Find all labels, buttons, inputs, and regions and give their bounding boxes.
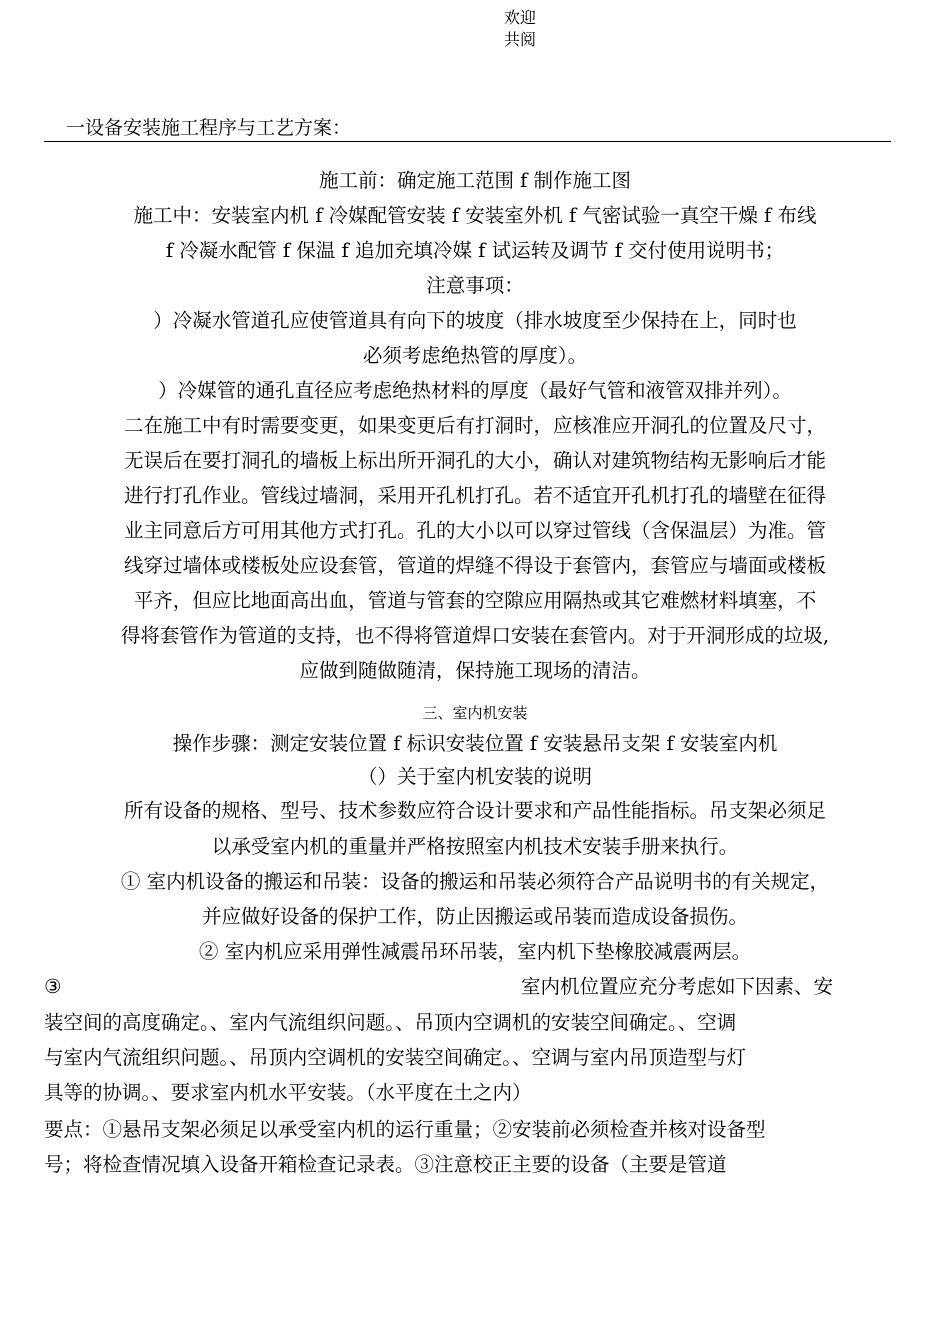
text-line: 室内机位置应充分考虑如下因素、安 bbox=[521, 975, 834, 998]
text-line: f 冷凝水配管 f 保温 f 追加充填冷媒 f 试运转及调节 f 交付使用说明书； bbox=[165, 239, 785, 262]
text-line: 平齐，但应比地面高出血，管道与管套的空隙应用隔热或其它难燃材料填塞，不 bbox=[133, 589, 817, 612]
text-line: 业主同意后方可用其他方式打孔。孔的大小以可以穿过管线（含保温层）为准。管 bbox=[123, 519, 826, 542]
text-line: 要点：①悬吊支架必须足以承受室内机的运行重量；②安装前必须检查并核对设备型 bbox=[44, 1118, 766, 1141]
text-line: ② 室内机应采用弹性减震吊环吊装，室内机下垫橡胶减震两层。 bbox=[198, 940, 752, 963]
text-line: 进行打孔作业。管线过墙洞，采用开孔机打孔。若不适宜开孔机打孔的墙壁在征得 bbox=[123, 484, 826, 507]
text-line: 装空间的高度确定。、室内气流组织问题。、吊顶内空调机的安装空间确定。、空调 bbox=[44, 1011, 737, 1034]
text-line: ）冷媒管的通孔直径应考虑绝热材料的厚度（最好气管和液管双排并列）。 bbox=[158, 379, 792, 402]
text-line: 线穿过墙体或楼板处应设套管，管道的焊缝不得设于套管内，套管应与墙面或楼板 bbox=[123, 554, 826, 577]
text-line: 并应做好设备的保护工作，防止因搬运或吊装而造成设备损伤。 bbox=[201, 905, 748, 928]
text-line: 必须考虑绝热管的厚度）。 bbox=[362, 344, 588, 367]
text-line: 所有设备的规格、型号、技术参数应符合设计要求和产品性能指标。吊支架必须足 bbox=[123, 799, 826, 822]
text-line: 无误后在要打洞孔的墙板上标出所开洞孔的大小，确认对建筑物结构无影响后才能 bbox=[123, 449, 826, 472]
text-line: 二在施工中有时需要变更，如果变更后有打洞时，应核准应开洞孔的位置及尺寸， bbox=[123, 414, 826, 437]
text-line: 施工中：安装室内机 f 冷媒配管安装 f 安装室外机 f 气密试验一真空干燥 f 布线 bbox=[133, 204, 817, 227]
text-line: 号；将检查情况填入设备开箱检查记录表。③注意校正主要的设备（主要是管道 bbox=[44, 1153, 727, 1176]
text-line: ）冷凝水管道孔应使管道具有向下的坡度（排水坡度至少保持在上，同时也 bbox=[153, 309, 797, 332]
text-line: 应做到随做随清，保持施工现场的清洁。 bbox=[299, 659, 651, 682]
section-heading: 一设备安装施工程序与工艺方案： bbox=[66, 117, 352, 139]
text-line: 得将套管作为管道的支持，也不得将管道焊口安装在套管内。对于开洞形成的垃圾, bbox=[120, 624, 830, 647]
text-line: 具等的协调。、要求室内机水平安装。（水平度在土之内） bbox=[44, 1081, 532, 1104]
heading-rule bbox=[44, 141, 891, 142]
text-line: ① 室内机设备的搬运和吊装：设备的搬运和吊装必须符合产品说明书的有关规定， bbox=[120, 870, 830, 893]
text-line: 与室内气流组织问题。、吊顶内空调机的安装空间确定。、空调与室内吊顶造型与灯 bbox=[44, 1046, 747, 1069]
text-line: 操作步骤：测定安装位置 f 标识安装位置 f 安装悬吊支架 f 安装室内机 bbox=[172, 732, 778, 755]
header-welcome: 欢迎 bbox=[503, 8, 536, 27]
list-marker: ③ bbox=[44, 975, 62, 998]
text-line: 注意事项： bbox=[426, 274, 524, 297]
subsection-title: 三、室内机安装 bbox=[422, 704, 528, 722]
header-shared-reading: 共阅 bbox=[503, 30, 536, 49]
text-line: 施工前：确定施工范围 f 制作施工图 bbox=[318, 169, 632, 192]
text-line: （）关于室内机安装的说明 bbox=[357, 765, 592, 788]
text-line: 以承受室内机的重量并严格按照室内机技术安装手册来执行。 bbox=[211, 835, 739, 858]
